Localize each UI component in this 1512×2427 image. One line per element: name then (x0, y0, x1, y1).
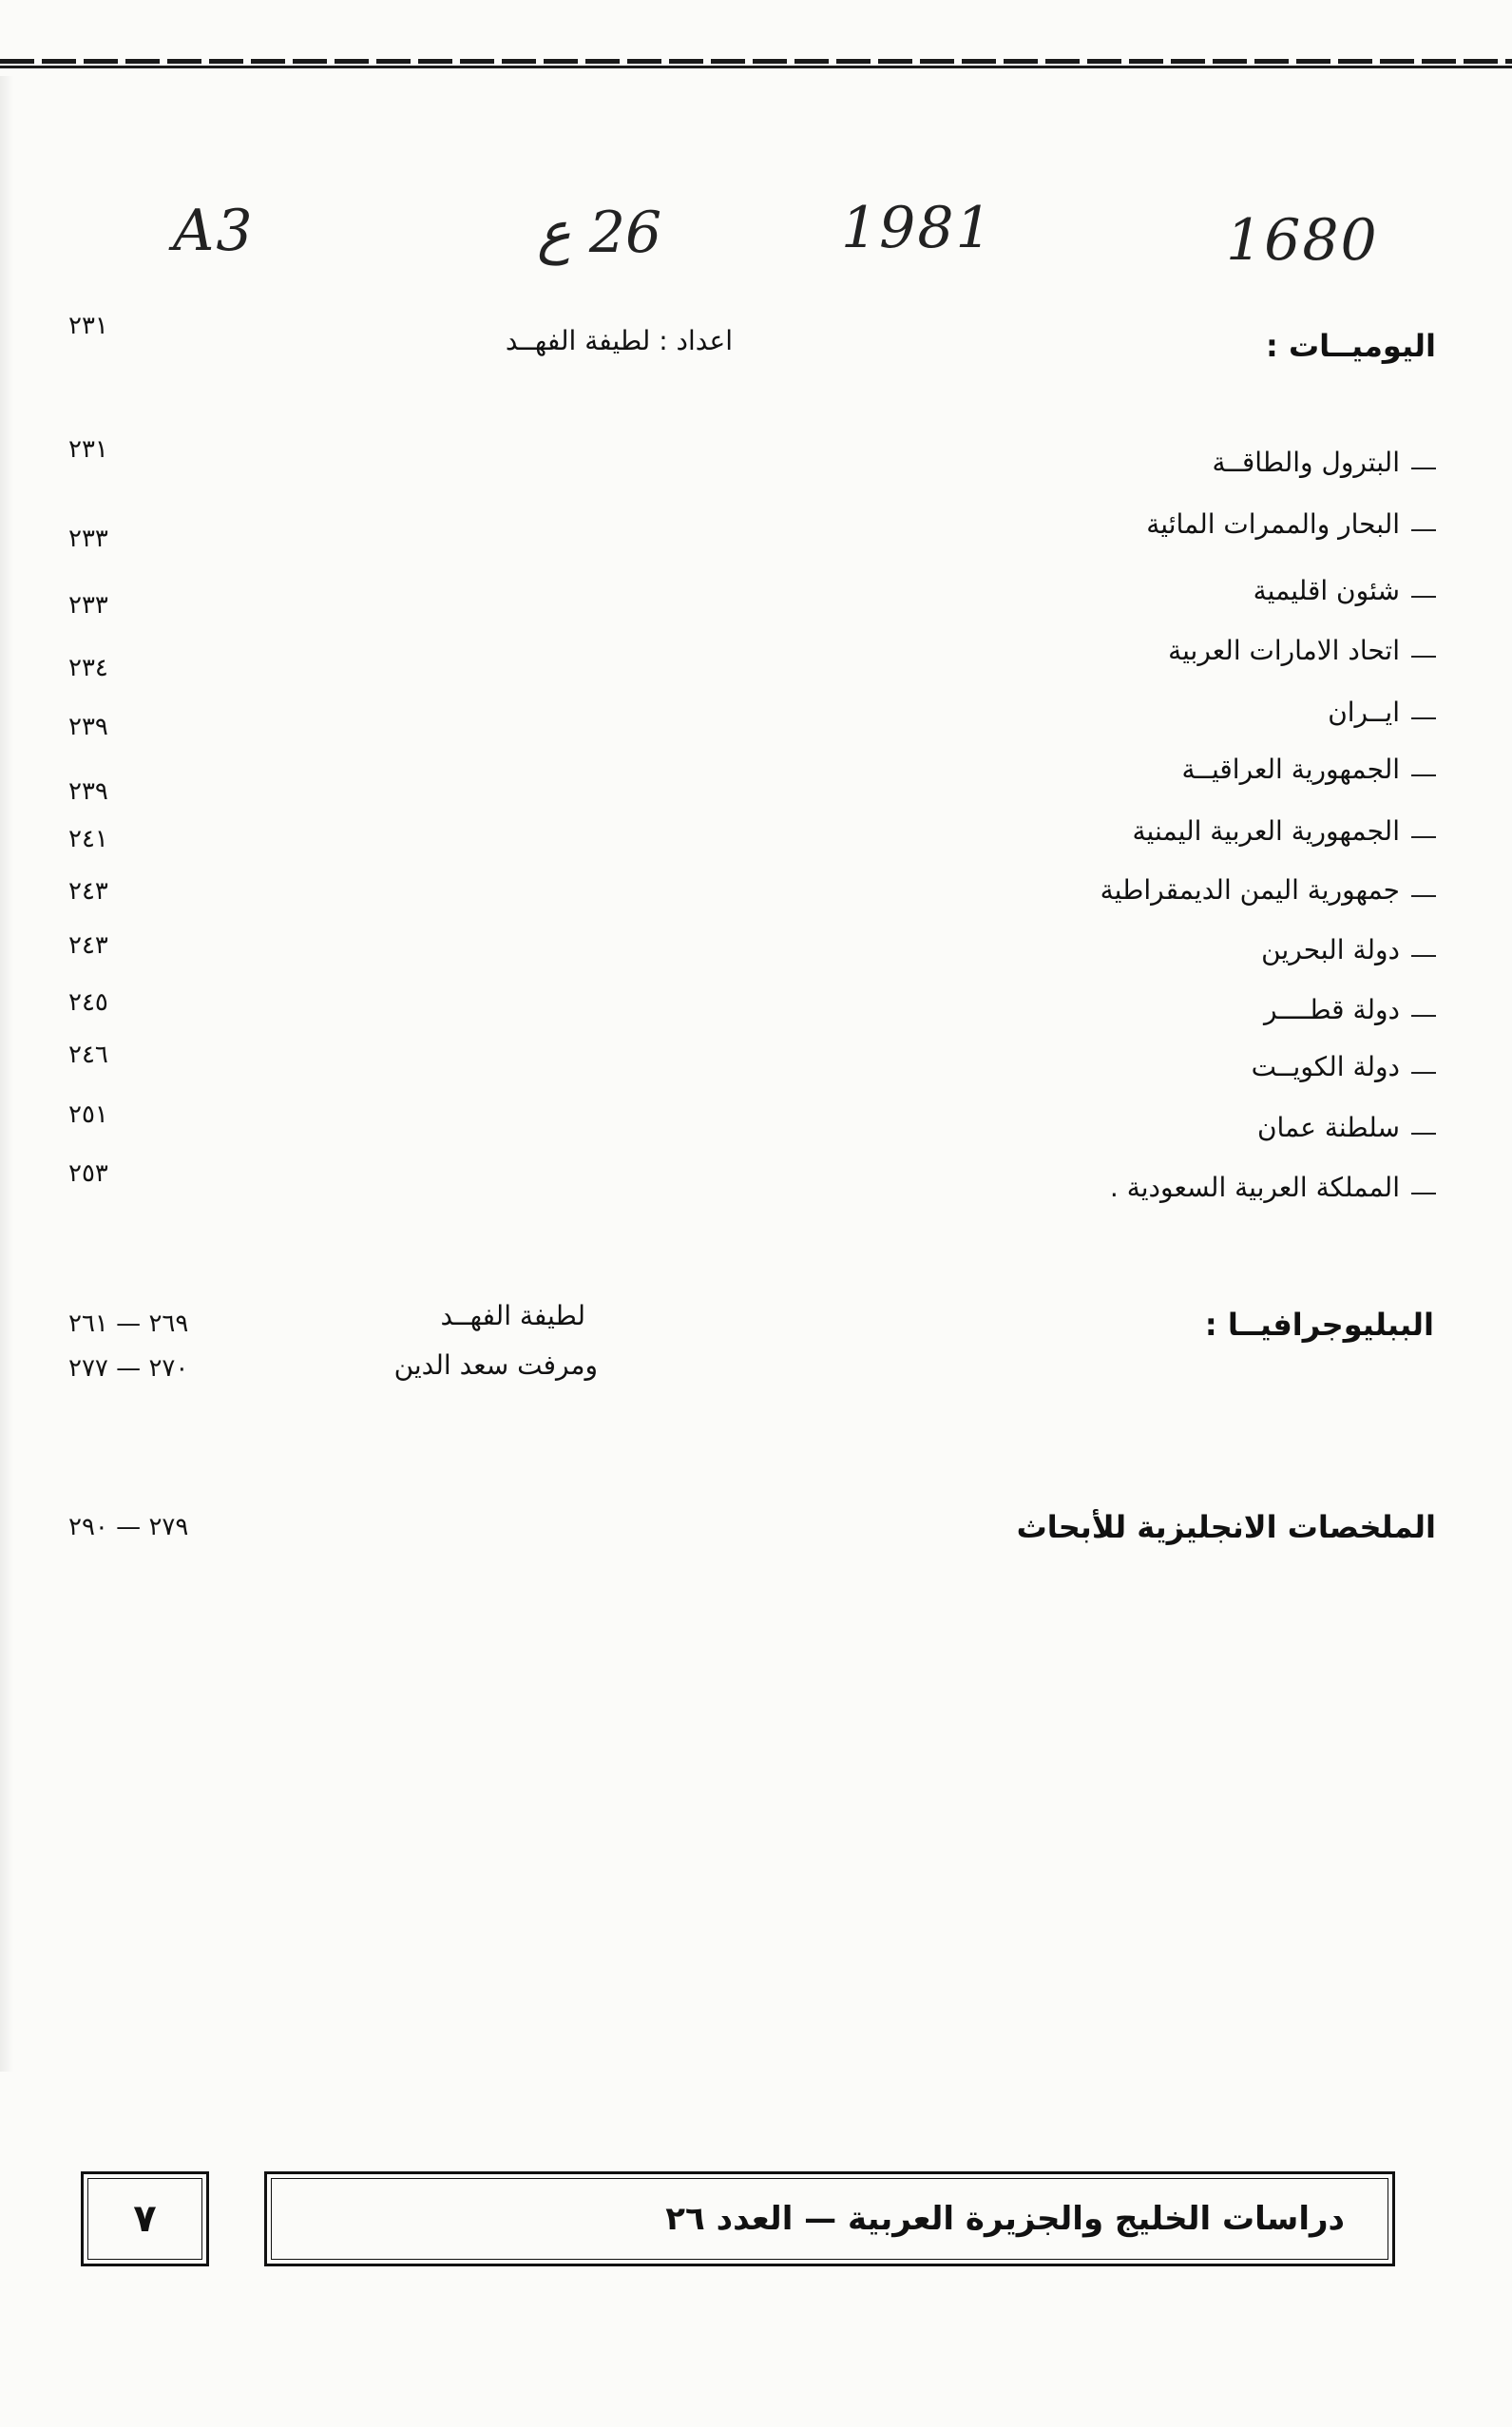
diaries-page: ٢٣١ (68, 312, 108, 340)
item-dash (1411, 895, 1436, 897)
toc-item-label: اتحاد الامارات العربية (1168, 635, 1400, 666)
toc-item-label: البحار والممرات المائية (1146, 508, 1400, 540)
toc-item-page: ٢٤٦ (68, 1041, 108, 1069)
toc-item-label: جمهورية اليمن الديمقراطية (1100, 874, 1400, 906)
toc-item-page: ٢٥١ (68, 1100, 108, 1129)
item-dash (1411, 836, 1436, 838)
bibliography-pages: ٢٦٩ — ٢٦١ (68, 1309, 189, 1338)
toc-item-label: الجمهورية العربية اليمنية (1132, 815, 1400, 847)
item-dash (1411, 596, 1436, 598)
toc-item-label: الجمهورية العراقيــة (1181, 754, 1400, 785)
toc-item-page: ٢٣٣ (68, 525, 108, 553)
toc-item-label: دولة الكويــت (1251, 1051, 1400, 1082)
toc-item-page: ٢٣٩ (68, 713, 108, 741)
footer-journal-box (264, 2171, 1395, 2266)
handwritten-issue: 26 ع (537, 200, 662, 266)
toc-item-page: ٢٤٣ (68, 877, 108, 906)
item-dash (1411, 656, 1436, 658)
item-dash (1411, 1193, 1436, 1194)
item-dash (1411, 955, 1436, 957)
bibliography-pages: ٢٧٠ — ٢٧٧ (68, 1354, 189, 1383)
footer-page-number: ٧ (133, 2197, 157, 2241)
toc-item-page: ٢٣٣ (68, 591, 108, 620)
item-dash (1411, 1072, 1436, 1074)
toc-item-page: ٢٥٣ (68, 1159, 108, 1188)
toc-item-label: البترول والطاقــة (1212, 447, 1400, 478)
toc-item-page: ٢٣١ (68, 435, 108, 464)
scan-shadow (0, 76, 13, 2072)
toc-item-label: شئون اقليمية (1253, 575, 1400, 606)
item-dash (1411, 717, 1436, 719)
item-dash (1411, 774, 1436, 776)
top-border-rule (0, 59, 1512, 72)
toc-item-page: ٢٤٣ (68, 931, 108, 960)
diaries-title: اليوميــات : (1266, 328, 1436, 364)
bibliography-author: لطيفة الفهــد (440, 1300, 585, 1331)
toc-item-page: ٢٤٥ (68, 988, 108, 1017)
toc-item-label: دولة البحرين (1261, 934, 1400, 965)
handwritten-year: 1981 (841, 195, 994, 261)
footer-journal-title: دراسات الخليج والجزيرة العربية — العدد ٢٦ (665, 2200, 1345, 2238)
footer-page-box (81, 2171, 209, 2266)
toc-item-label: ايــران (1328, 697, 1400, 728)
handwritten-accession: 1680 (1226, 207, 1379, 274)
bibliography-author: ومرفت سعد الدين (393, 1349, 598, 1381)
toc-item-label: سلطنة عمان (1256, 1112, 1400, 1143)
handwritten-code: A3 (173, 198, 255, 264)
toc-item-page: ٢٣٩ (68, 777, 108, 806)
diaries-byline: اعداد : لطيفة الفهــد (505, 325, 733, 356)
item-dash (1411, 468, 1436, 469)
abstracts-title: الملخصات الانجليزية للأبحاث (1016, 1509, 1436, 1545)
item-dash (1411, 529, 1436, 531)
item-dash (1411, 1015, 1436, 1017)
toc-item-page: ٢٣٤ (68, 654, 108, 682)
toc-item-label: المملكة العربية السعودية . (1109, 1172, 1400, 1203)
item-dash (1411, 1133, 1436, 1135)
toc-item-label: دولة قطــــر (1263, 994, 1400, 1025)
abstracts-pages: ٢٧٩ — ٢٩٠ (68, 1513, 189, 1541)
bibliography-title: الببليوجرافيــا : (1204, 1307, 1434, 1343)
toc-item-page: ٢٤١ (68, 825, 108, 853)
